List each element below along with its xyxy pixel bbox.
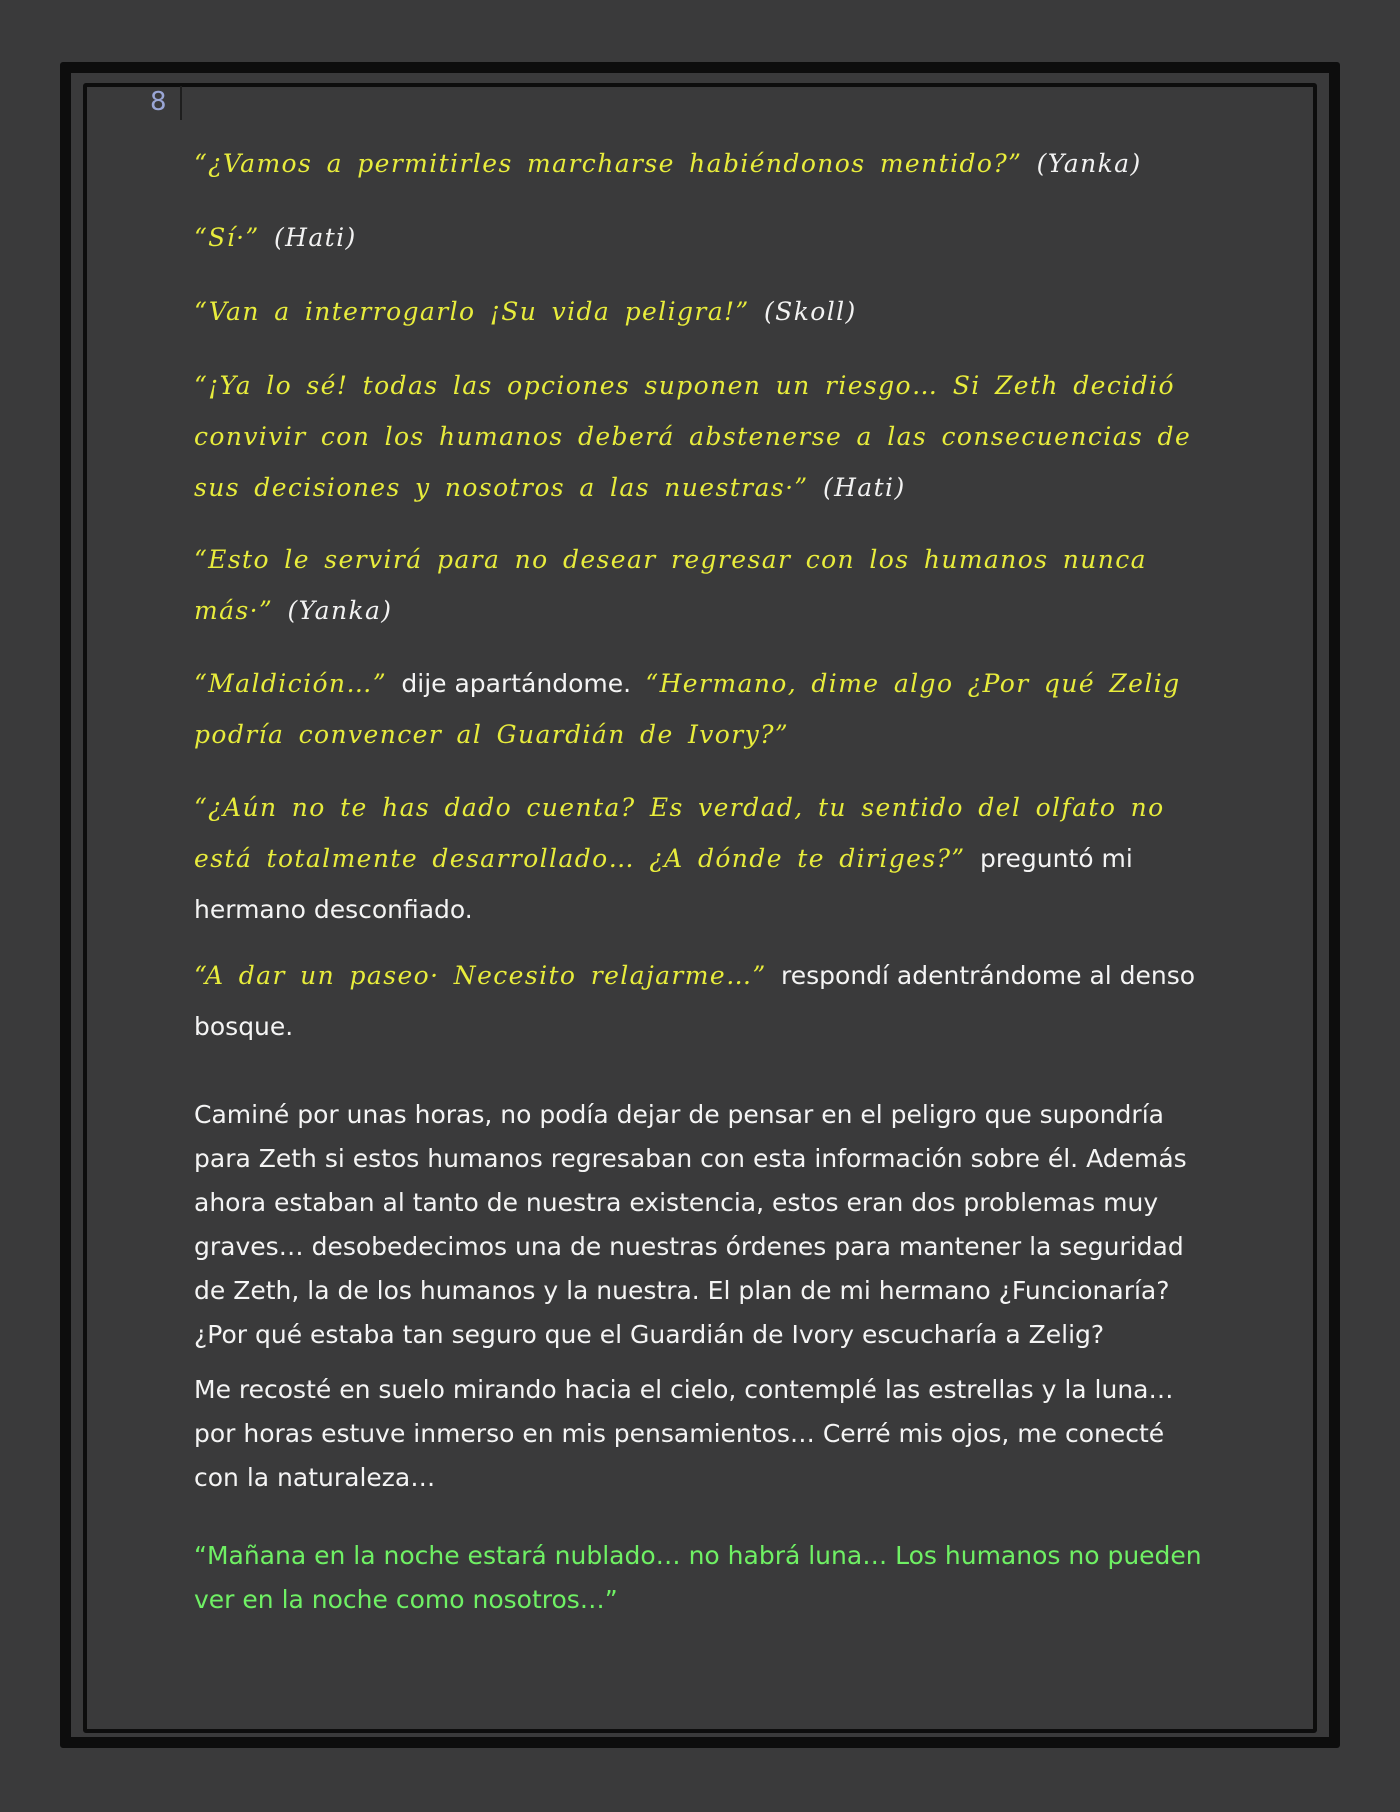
speaker-tag: (Skoll) — [764, 297, 857, 326]
dialog-quote: “Sí·” — [194, 223, 260, 252]
dialog-quote: “Van a interrogarlo ¡Su vida peligra!” — [194, 297, 750, 326]
dialog-quote: “Esto le servirá para no desear regresar con los humanos nunca más·” — [194, 545, 1147, 625]
paragraph-1 — [194, 138, 1204, 189]
paragraph-2 — [194, 212, 1204, 263]
paragraph-3 — [194, 286, 1204, 337]
narration-text: preguntó mi hermano desconfiado. — [194, 844, 1133, 924]
narration-text: dije apartándome. — [401, 669, 632, 698]
dialog-quote: “¿Vamos a permitirles marcharse habiéndonos mentido?” — [194, 149, 1023, 178]
narration-text: respondí adentrándome al denso bosque. — [194, 961, 1196, 1041]
paragraph-7 — [194, 782, 1204, 935]
page-number: 8 — [150, 87, 167, 117]
dialog-quote: “A dar un paseo· Necesito relajarme…” — [194, 961, 767, 990]
paragraph-11-thought: “Mañana en la noche estará nublado… no habrá luna… Los humanos no pueden ver en la noche como nosotros…” — [194, 1541, 1202, 1614]
paragraph-4 — [194, 360, 1204, 513]
speaker-tag: (Yanka) — [1036, 149, 1142, 178]
speaker-tag: (Hati) — [274, 223, 357, 252]
paragraph-8 — [194, 950, 1204, 1052]
paragraph-6 — [194, 658, 1204, 760]
paragraph-5 — [194, 534, 1204, 636]
paragraph-10: Me recosté en suelo mirando hacia el cielo, contemplé las estrellas y la luna… por horas estuve inmerso en mis pensamientos… Cerré mis ojos, me conecté con la naturaleza… — [194, 1375, 1174, 1492]
paragraph-9: Caminé por unas horas, no podía dejar de pensar en el peligro que supondría para Zeth si estos humanos regresaban con esta información sobre él. Además ahora estaban al tanto de nuestra existencia, estos eran dos problemas muy graves… desobedecimos una de nuestras órdenes para mantener la seguridad de Zeth, la de los humanos y la nuestra. El plan de mi hermano ¿Funcionaría? ¿Por qué estaba tan seguro que el Guardián de Ivory escucharía a Zelig? — [194, 1100, 1187, 1349]
speaker-tag: (Yanka) — [287, 596, 393, 625]
dialog-quote: “¿Aún no te has dado cuenta? Es verdad, tu sentido del olfato no está totalmente desarrollado… ¿A dónde te diriges?” — [194, 793, 1165, 873]
page-number-divider — [180, 86, 182, 120]
dialog-quote: “¡Ya lo sé! todas las opciones suponen un riesgo… Si Zeth decidió convivir con los humanos deberá abstenerse a las consecuencias de sus decisiones y nosotros a las nuestras·” — [194, 371, 1192, 502]
speaker-tag: (Hati) — [822, 473, 906, 502]
dialog-quote: “Hermano, dime algo ¿Por qué Zelig podría convencer al Guardián de Ivory?” — [194, 669, 1181, 749]
dialog-quote: “Maldición…” — [194, 669, 388, 698]
